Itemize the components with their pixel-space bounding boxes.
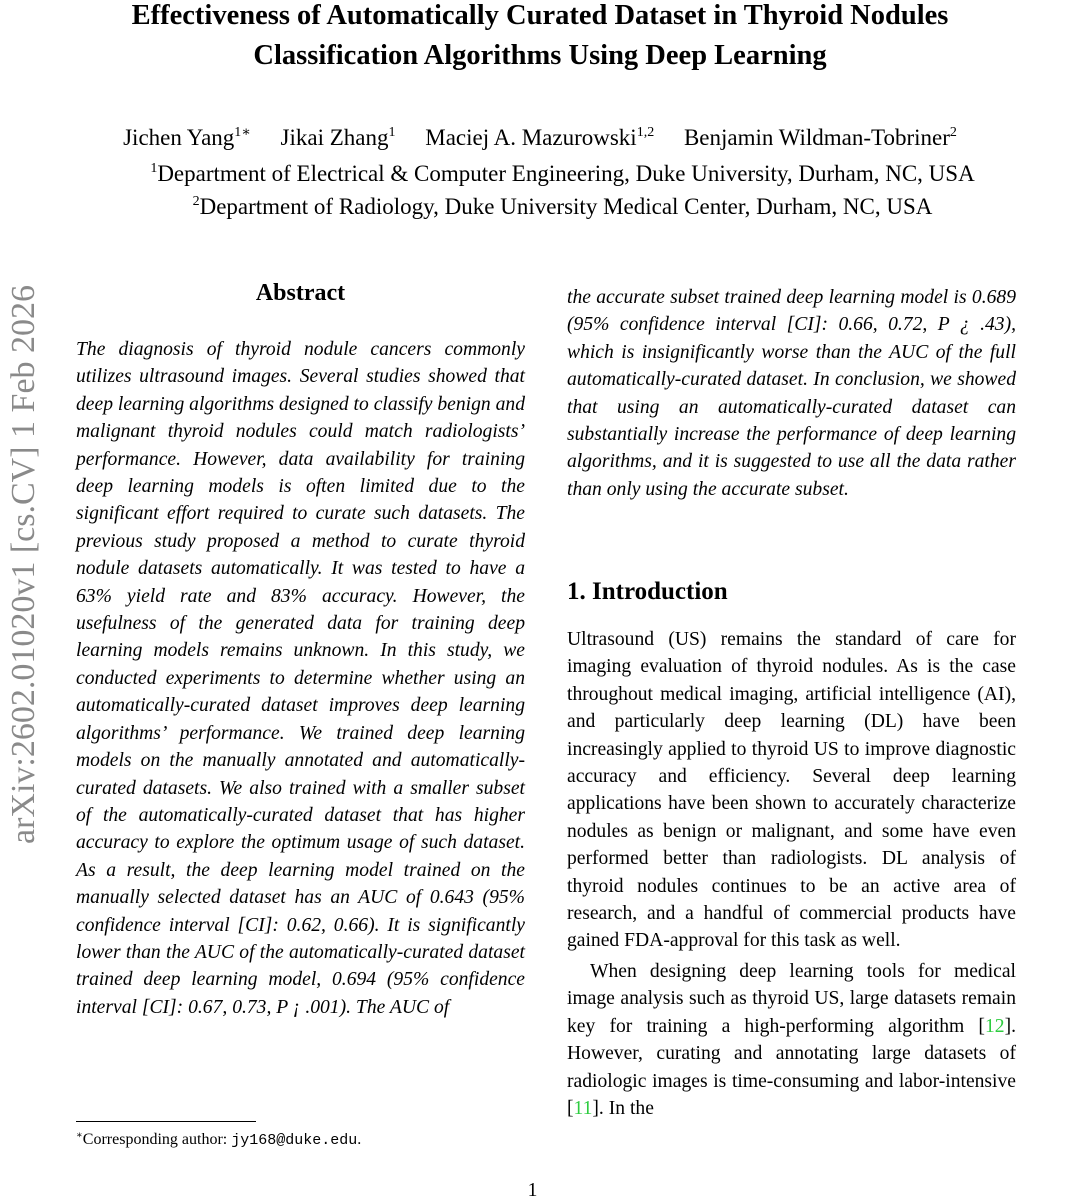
author: Maciej A. Mazurowski$^{1,2}$ (425, 125, 655, 150)
author-email: jy168@duke.edu (231, 1132, 358, 1149)
arxiv-identifier-stamp: arXiv:2602.01020v1 [cs.CV] 1 Feb 2026 (5, 284, 42, 844)
introduction-paragraph-1: Ultrasound (US) remains the standard of care for imaging evaluation of thyroid nodules. As is the case throughout medical imaging, artificial intelligence (AI), and particularly deep learning (DL) have been increasingly applied to thyroid US to improve diagnostic accuracy and efficiency. Several deep learning applications have been shown to accurately characterize nodules as benign or malignant, and some have even performed better than radiologists. DL analysis of thyroid nodules continues to be an active area of research, and a handful of commercial products have gained FDA-approval for this task as well. (567, 629, 1016, 952)
page-number: 1 (527, 1180, 538, 1201)
citation-link[interactable]: 12 (984, 1015, 1005, 1037)
author-list (60, 118, 1020, 153)
corresponding-author-footnote: ∗Corresponding author: jy168@duke.edu. (76, 1130, 362, 1149)
citation-link[interactable]: 11 (573, 1097, 593, 1119)
abstract-text: The diagnosis of thyroid nodule cancers commonly utilizes ultrasound images. Several studies showed that deep learning algorithms designed to classify benign and malignant thyroid nodules could match radiologists’ performance. However, data availability for training deep learning models is often limited due to the significant effort required to curate such datasets. The previous study proposed a method to curate thyroid nodule datasets automatically. It was tested to have a 63% yield rate and 83% accuracy. However, the usefulness of the generated data for training deep learning models remains unknown. In this study, we conducted experiments to determine whether using an automatically-curated dataset improves deep learning algorithms’ performance. We trained deep learning models on the manually annotated and automatically-curated datasets. We also trained with a smaller subset of the automatically-curated dataset that has higher accuracy to explore the optimum usage of such dataset. As a result, the deep learning model trained on the manually selected dataset has an AUC of 0.643 (95% confidence interval [CI]: 0.62, 0.66). It is significantly lower than the AUC of the automatically-curated dataset trained deep learning model, 0.694 (95% confidence interval [CI]: 0.67, 0.73, P ¡ .001). The AUC of (76, 339, 525, 1018)
introduction-heading: 1. Introduction (567, 578, 728, 605)
paper-title (60, 0, 1020, 76)
affiliation-2: $^2$Department of Radiology, Duke University Medical Center, Durham, NC, USA (192, 194, 933, 219)
abstract-text-continued: the accurate subset trained deep learning model is 0.689 (95% confidence interval [CI]: 0.66, 0.72, P ¿ .43), which is insignificantly worse than the AUC of the full automatically-curated dataset. In conclusion, we showed that using an automatically-curated dataset can substantially increase the performance of deep learning algorithms, and it is suggested to use all the data rather than only using the accurate subset. (567, 287, 1016, 500)
abstract-heading: Abstract (255, 280, 346, 306)
footnote-divider (76, 1121, 256, 1122)
title-line-1: Effectiveness of Automatically Curated Dataset in Thyroid Nodules (131, 0, 949, 31)
author: Benjamin Wildman-Tobriner$^2$ (683, 125, 957, 150)
title-line-2: Classification Algorithms Using Deep Learning (253, 40, 827, 71)
introduction-body (567, 626, 1016, 1122)
author: Jichen Yang$^{1∗}$ (123, 125, 251, 150)
affiliation-1: $^1$Department of Electrical & Computer Engineering, Duke University, Durham, NC, USA (150, 161, 975, 186)
introduction-paragraph-2: When designing deep learning tools for medical image analysis such as thyroid US, large datasets remain key for training a high-performing algorithm [12]. However, curating and annotating large datasets of radiologic images is time-consuming and labor-intensive [11]. In the (567, 960, 1016, 1119)
author: Jikai Zhang$^1$ (280, 125, 396, 150)
